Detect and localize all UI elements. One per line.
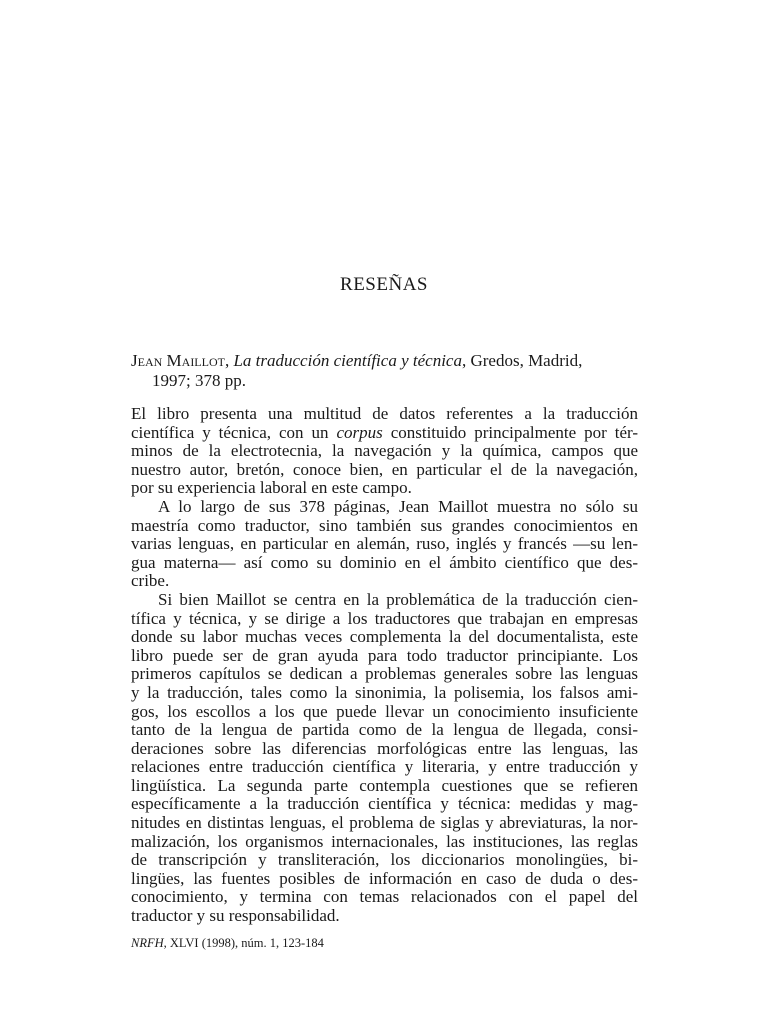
text-line: A lo largo de sus 378 páginas, Jean Maillot muestra no sólo su [158,496,638,516]
author-last-name: Maillot [166,351,225,370]
journal-issue: , XLVI (1998), núm. 1, 123-184 [163,936,324,950]
paragraph [131,498,638,591]
text-line: nuestro autor, bretón, conoce bien, en particular el de la navegación, [131,459,638,479]
text-line: El libro presenta una multitud de datos referentes a la traducción [131,404,638,423]
citation-line-1: Jean Maillot, La traducción científica y técnica, Gredos, Madrid, [131,351,583,370]
text-line: lingüística. La segunda parte contempla cuestiones que se refieren [131,775,638,795]
citation-line-2: 1997; 378 pp. [152,371,246,390]
text-line: minos de la electrotecnia, la navegación y la química, campos que [131,441,638,461]
text-line: y la traducción, tales como la sinonimia, la polisemia, los falsos ami- [131,682,638,702]
text-line: de transcripción y transliteración, los diccionarios monolingües, bi- [131,850,638,870]
text-line: tífica y técnica, y se dirige a los traductores que trabajan en empresas [131,608,638,628]
journal-name: NRFH [131,936,164,950]
book-title: La traducción científica y técnica [233,351,462,370]
text-line: relaciones entre traducción científica y literaria, y entre traducción y [131,757,638,777]
text-line: científica y técnica, con un corpus constituido principalmente por tér- [131,422,638,442]
text-line: específicamente a la traducción científica y técnica: medidas y mag- [131,794,638,814]
text-line: Si bien Maillot se centra en la problemática de la traducción cien- [158,589,638,609]
book-citation [131,351,636,391]
text-line: primeros capítulos se dedican a problemas generales sobre las lenguas [131,664,638,684]
citation-publisher: , Gredos, Madrid, [461,351,583,370]
text-line: lingües, las fuentes posibles de información en caso de duda o des- [131,868,638,888]
text-line: varias lenguas, en particular en alemán, ruso, inglés y francés —su len- [131,534,638,554]
italic-term: corpus [336,422,383,442]
text-line: libro puede ser de gran ayuda para todo traductor principiante. Los [131,645,638,665]
text-line: tanto de la lengua de partida como de la lengua de llegada, consi- [131,720,638,740]
text-line: deraciones sobre las diferencias morfológicas entre las lenguas, las [131,738,638,758]
text-line: gua materna— así como su dominio en el ámbito científico que des- [131,552,638,572]
paragraph [131,405,638,498]
text-line: cribe. [131,571,170,591]
text-line: malización, los organismos internacionales, las instituciones, las reglas [131,831,638,851]
text-line: maestría como traductor, sino también sus grandes conocimientos en [131,515,638,535]
text-line: donde su labor muchas veces complementa la del documentalista, este [131,627,638,647]
review-body [131,405,638,926]
text-line: conocimiento, y termina con temas relacionados con el papel del [131,887,638,907]
page-footer [131,936,324,951]
paragraph [131,591,638,926]
section-title: RESEÑAS [340,274,428,295]
text-line: nitudes en distintas lenguas, el problema de siglas y abreviaturas, la nor- [131,813,638,833]
text-line: gos, los escollos a los que puede llevar un conocimiento insuficiente [131,701,638,721]
text-line: traductor y su responsabilidad. [131,906,340,926]
text-line: por su experiencia laboral en este campo. [131,478,412,498]
author-first-name: Jean [131,351,163,370]
